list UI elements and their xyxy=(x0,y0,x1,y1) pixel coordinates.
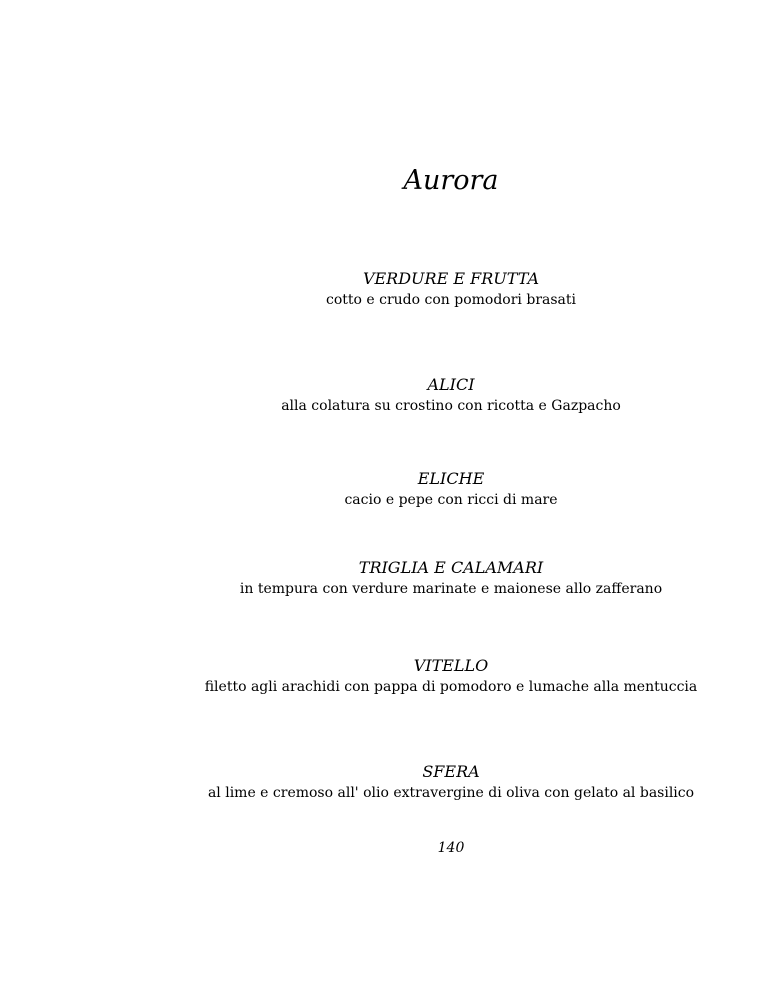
dish-description: alla colatura su crostino con ricotta e Gazpacho xyxy=(281,398,621,414)
dish-description: in tempura con verdure marinate e maionese allo zafferano xyxy=(239,581,663,597)
menu-item xyxy=(0,374,768,416)
dish-description: cacio e pepe con ricci di mare xyxy=(344,492,558,508)
menu-price: 140 xyxy=(437,840,465,856)
dish-name: ELICHE xyxy=(417,469,485,488)
dish-description: al lime e cremoso all' olio extravergine di oliva con gelato al basilico xyxy=(207,785,695,801)
dish-name: ALICI xyxy=(427,375,475,394)
dish-description: cotto e crudo con pomodori brasati xyxy=(325,292,576,308)
dish-name: VITELLO xyxy=(413,656,489,675)
menu-item xyxy=(0,557,768,599)
menu-item xyxy=(0,468,768,510)
dish-description: filetto agli arachidi con pappa di pomodoro e lumache alla mentuccia xyxy=(204,679,698,695)
menu-item xyxy=(0,268,768,310)
menu-item xyxy=(0,761,768,803)
dish-name: SFERA xyxy=(422,762,480,781)
menu-item xyxy=(0,655,768,697)
dish-name: TRIGLIA E CALAMARI xyxy=(358,558,544,577)
dish-name: VERDURE E FRUTTA xyxy=(362,269,540,288)
menu-title: Aurora xyxy=(403,165,499,196)
